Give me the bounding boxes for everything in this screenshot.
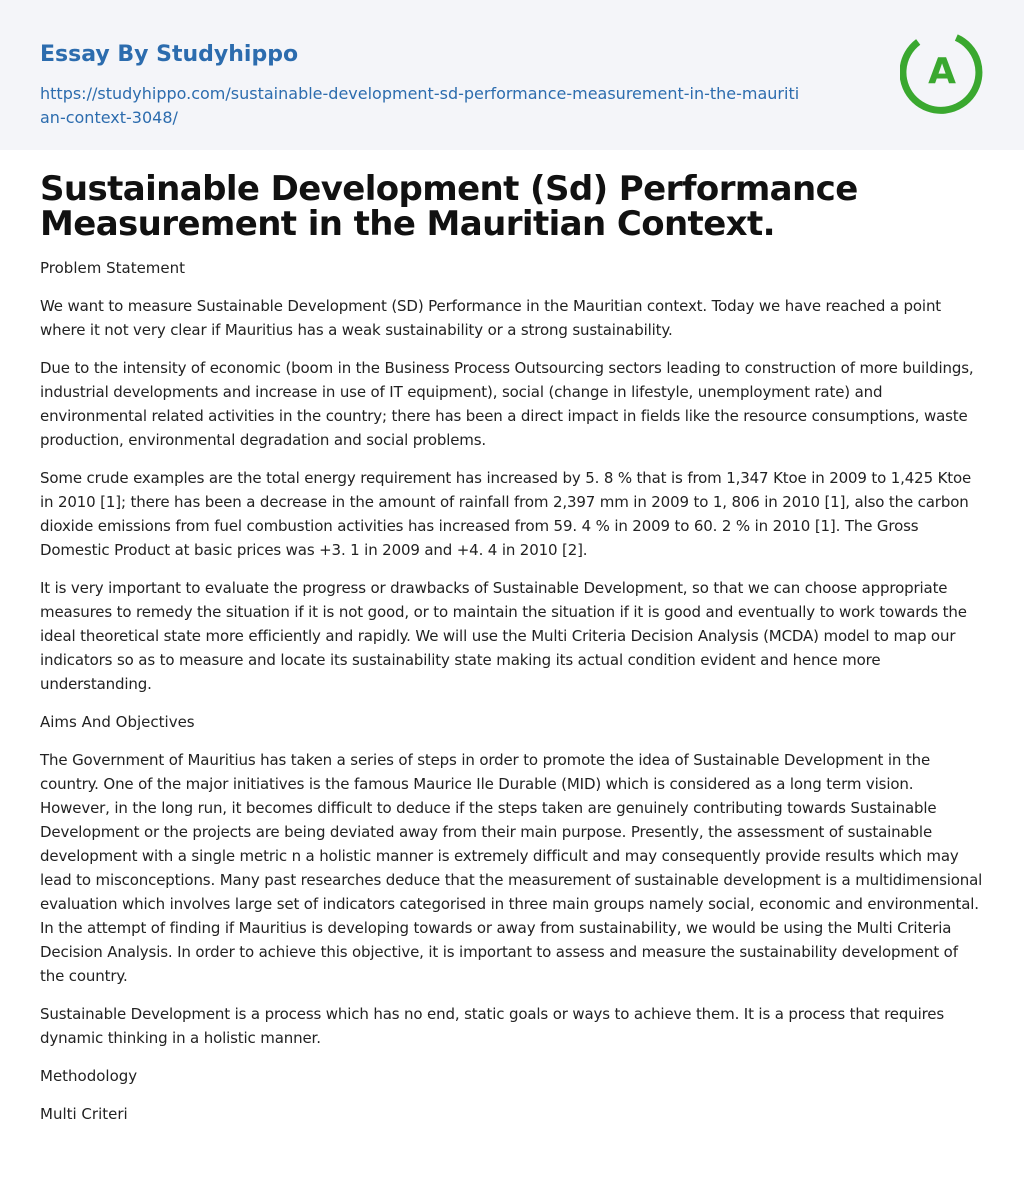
- paragraph: It is very important to evaluate the progress or drawbacks of Sustainable Development, so that we can choose appropriate measures to remedy the situation if it is not good, or to maintain the situation if it is good and eventually to work towards the ideal theoretical state more efficiently and rapidly. We will use the Multi Criteria Decision Analysis (MCDA) model to map our indicators so as to measure and locate its sustainability state making its actual condition evident and hence more understanding.: [40, 579, 967, 693]
- source-url-link[interactable]: https://studyhippo.com/sustainable-development-sd-performance-measurement-in-the-mauritian-context-3048/: [40, 84, 800, 127]
- site-header: [0, 0, 1024, 150]
- paragraph: Some crude examples are the total energy requirement has increased by 5. 8 % that is from 1,347 Ktoe in 2009 to 1,425 Ktoe in 2010 [1]; there has been a decrease in the amount of rainfall from 2,397 mm in 2009 to 1, 806 in 2010 [1], also the carbon dioxide emissions from fuel combustion activities has increased from 59. 4 % in 2009 to 60. 2 % in 2010 [1]. The Gross Domestic Product at basic prices was +3. 1 in 2009 and +4. 4 in 2010 [2].: [40, 469, 972, 559]
- document-body: [0, 169, 1024, 1126]
- section-heading: Aims And Objectives: [40, 713, 195, 731]
- studyhippo-logo-icon[interactable]: [900, 30, 984, 114]
- site-brand[interactable]: Essay By Studyhippo: [40, 42, 299, 67]
- paragraph: Sustainable Development is a process which has no end, static goals or ways to achieve them. It is a process that requires dynamic thinking in a holistic manner.: [40, 1005, 945, 1047]
- logo-letter: A: [928, 51, 956, 92]
- section-heading: Methodology: [40, 1067, 138, 1085]
- paragraph: The Government of Mauritius has taken a series of steps in order to promote the idea of Sustainable Development in the country. One of the major initiatives is the famous Maurice Ile Durable (MID) which is considered as a long term vision. However, in the long run, it becomes difficult to deduce if the steps taken are genuinely contributing towards Sustainable Development or the projects are being deviated away from their main purpose. Presently, the assessment of sustainable development with a single metric n a holistic manner is extremely difficult and may consequently provide results which may lead to misconceptions. Many past researches deduce that the measurement of sustainable development is a multidimensional evaluation which involves large set of indicators categorised in three main groups namely social, economic and environmental. In the attempt of finding if Mauritius is developing towards or away from sustainability, we would be using the Multi Criteria Decision Analysis. In order to achieve this objective, it is important to assess and measure the sustainability development of the country.: [40, 751, 983, 985]
- paragraph: Due to the intensity of economic (boom in the Business Process Outsourcing sectors leading to construction of more buildings, industrial developments and increase in use of IT equipment), social (change in lifestyle, unemployment rate) and environmental related activities in the country; there has been a direct impact in fields like the resource consumptions, waste production, environmental degradation and social problems.: [40, 359, 974, 449]
- paragraph: We want to measure Sustainable Development (SD) Performance in the Mauritian context. Today we have reached a point where it not very clear if Mauritius has a weak sustainability or a strong sustainability.: [40, 297, 942, 339]
- section-heading: Multi Criteri: [40, 1105, 128, 1123]
- section-heading: Problem Statement: [40, 259, 186, 277]
- document-title: Sustainable Development (Sd) Performance Measurement in the Mauritian Context.: [40, 169, 858, 244]
- document-sections: [40, 256, 984, 1126]
